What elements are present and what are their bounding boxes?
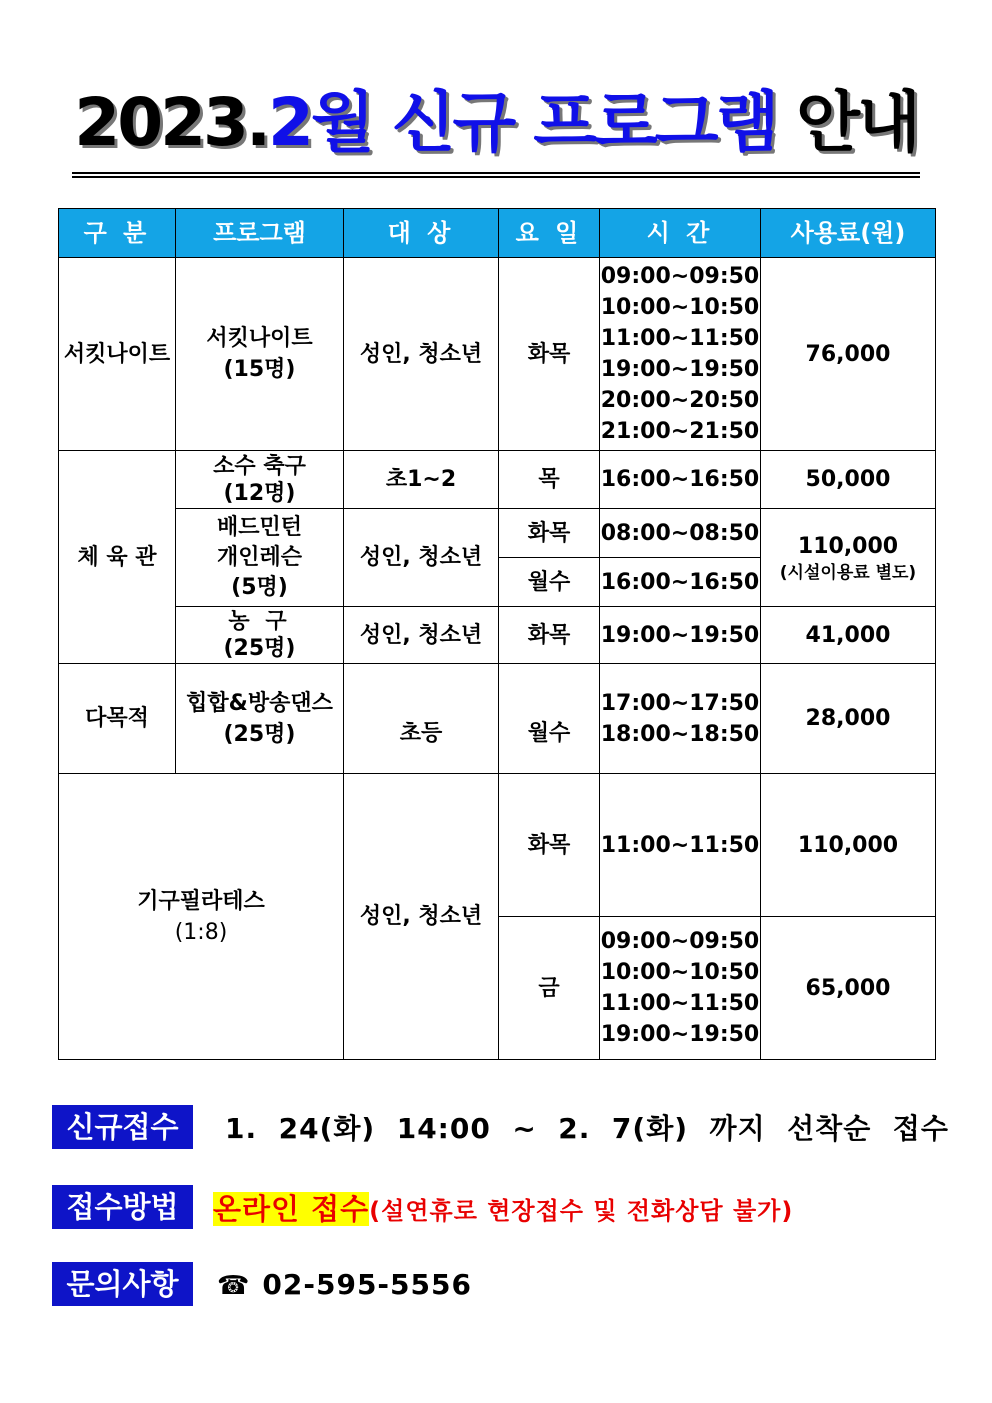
registration-text: 1. 24(화) 14:00 ~ 2. 7(화) 까지 선착순 접수 xyxy=(225,1112,949,1145)
table-row xyxy=(59,664,936,774)
cell-days: 금 xyxy=(499,917,600,1060)
header-category: 구 분 xyxy=(59,209,176,258)
cell-target: 성인, 청소년 xyxy=(344,774,499,1060)
method-note: (설연휴로 현장접수 및 전화상담 불가) xyxy=(369,1196,794,1225)
cell-target: 초등 xyxy=(344,664,499,774)
cell-time: 16:00~16:50 xyxy=(600,451,761,509)
cell-category: 체 육 관 xyxy=(59,451,176,664)
cell-times: 09:00~09:50 10:00~10:50 11:00~11:50 19:00~19:50 20:00~20:50 21:00~21:50 xyxy=(600,258,761,451)
cell-time: 16:00~16:50 xyxy=(600,558,761,607)
registration-label: 신규접수 xyxy=(52,1105,193,1149)
cell-target: 성인, 청소년 xyxy=(344,607,499,664)
header-fee: 사용료(원) xyxy=(761,209,936,258)
cell-fee: 65,000 xyxy=(761,917,936,1060)
cell-time: 11:00~11:50 xyxy=(600,774,761,917)
table-row xyxy=(59,607,936,664)
cell-program: 배드민턴 개인레슨 (5명) xyxy=(176,509,344,607)
title-year: 2023. xyxy=(74,84,269,161)
header-days: 요 일 xyxy=(499,209,600,258)
inquiry-row xyxy=(52,1262,472,1306)
registration-row xyxy=(52,1105,949,1149)
cell-time: 19:00~19:50 xyxy=(600,607,761,664)
table-row xyxy=(59,774,936,917)
title-month: 2월 신규 프로그램 xyxy=(268,84,777,161)
method-highlight: 온라인 접수 xyxy=(213,1191,370,1226)
cell-times: 17:00~17:50 18:00~18:50 xyxy=(600,664,761,774)
cell-category: 서킷나이트 xyxy=(59,258,176,451)
phone-number: 02-595-5556 xyxy=(262,1267,472,1301)
cell-program: 소수 축구 (12명) xyxy=(176,451,344,509)
program-schedule-table xyxy=(58,208,936,1060)
cell-days: 월수 xyxy=(499,558,600,607)
cell-days: 화목 xyxy=(499,774,600,917)
table-row xyxy=(59,451,936,509)
table-row xyxy=(59,258,936,451)
telephone-icon: ☎ xyxy=(217,1270,251,1301)
cell-category: 기구필라테스 (1:8) xyxy=(59,774,344,1060)
cell-fee: 28,000 xyxy=(761,664,936,774)
header-target: 대 상 xyxy=(344,209,499,258)
cell-days: 화목 xyxy=(499,258,600,451)
cell-days: 화목 xyxy=(499,509,600,558)
cell-target: 초1~2 xyxy=(344,451,499,509)
inquiry-label: 문의사항 xyxy=(52,1262,193,1306)
method-text xyxy=(213,1187,793,1228)
cell-fee: 110,000 xyxy=(761,774,936,917)
cell-program: 농 구 (25명) xyxy=(176,607,344,664)
cell-fee: 41,000 xyxy=(761,607,936,664)
inquiry-text xyxy=(217,1268,472,1301)
header-time: 시 간 xyxy=(600,209,761,258)
cell-program: 힙합&방송댄스 (25명) xyxy=(176,664,344,774)
title-end: 안내 xyxy=(796,84,918,161)
cell-days: 월수 xyxy=(499,664,600,774)
page-title xyxy=(0,78,992,178)
cell-times: 09:00~09:50 10:00~10:50 11:00~11:50 19:00~19:50 xyxy=(600,917,761,1060)
table-header-row xyxy=(59,209,936,258)
cell-fee: 76,000 xyxy=(761,258,936,451)
cell-target: 성인, 청소년 xyxy=(344,258,499,451)
cell-days: 화목 xyxy=(499,607,600,664)
header-program: 프로그램 xyxy=(176,209,344,258)
cell-category: 다목적 xyxy=(59,664,176,774)
table-row xyxy=(59,509,936,558)
cell-fee: 50,000 xyxy=(761,451,936,509)
method-row xyxy=(52,1185,793,1229)
cell-program: 서킷나이트 (15명) xyxy=(176,258,344,451)
method-label: 접수방법 xyxy=(52,1185,193,1229)
cell-days: 목 xyxy=(499,451,600,509)
fee-note: (시설이용료 별도) xyxy=(779,563,917,583)
cell-time: 08:00~08:50 xyxy=(600,509,761,558)
cell-fee: 110,000 (시설이용료 별도) xyxy=(761,509,936,607)
cell-target: 성인, 청소년 xyxy=(344,509,499,607)
